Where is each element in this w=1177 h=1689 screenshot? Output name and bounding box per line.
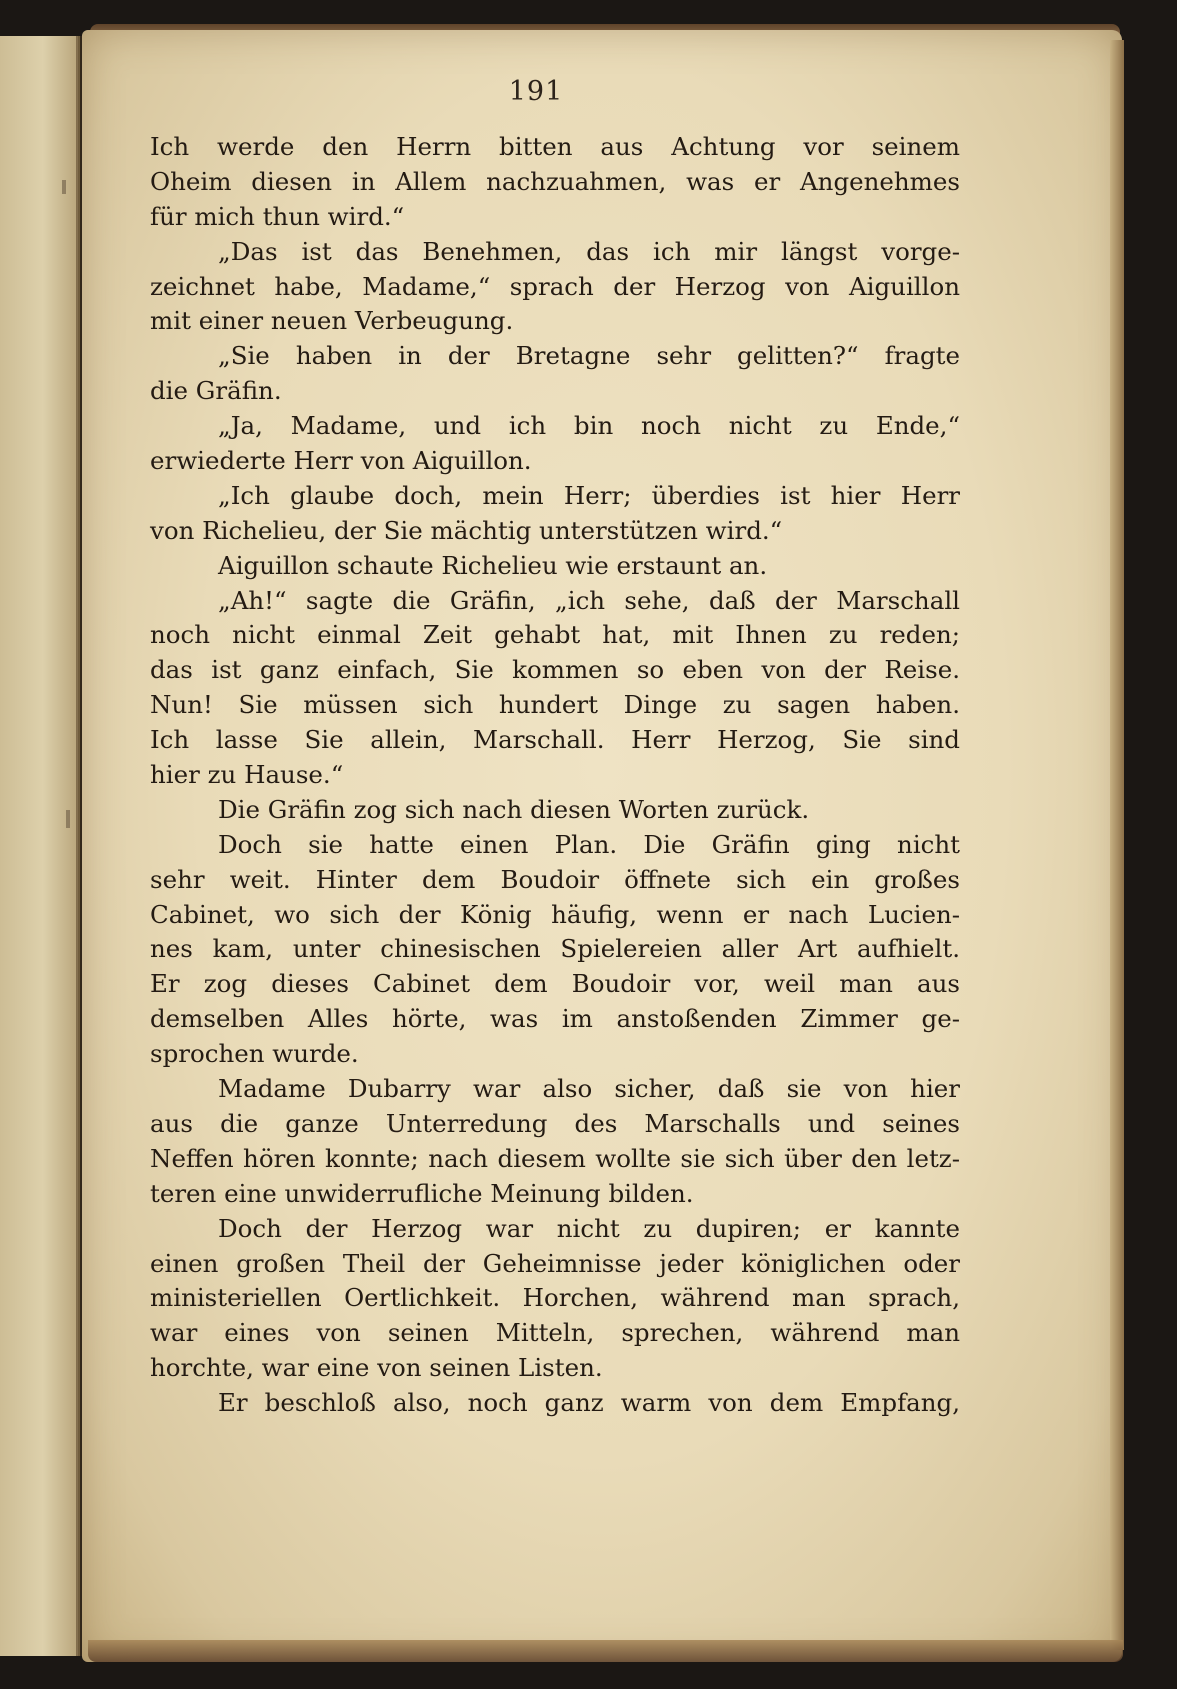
text-line: Madame Dubarry war also sicher, daß sie von hier	[218, 1074, 960, 1104]
text-line: aus die ganze Unterredung des Marschalls und seines	[150, 1108, 960, 1138]
text-line: teren eine unwiderrufliche Meinung bilden.	[150, 1178, 694, 1208]
text-line: „Sie haben in der Bretagne sehr gelitten?“ fragte	[218, 341, 960, 371]
margin-mark	[62, 180, 66, 194]
text-line: Doch der Herzog war nicht zu dupiren; er kannte	[218, 1213, 960, 1243]
text-line: Die Gräfin zog sich nach diesen Worten zurück.	[218, 794, 810, 824]
text-line: erwiederte Herr von Aiguillon.	[150, 446, 532, 476]
text-line: die Gräfin.	[150, 376, 282, 406]
text-line: war eines von seinen Mitteln, sprechen, während man	[150, 1318, 960, 1348]
text-line: Oheim diesen in Allem nachzuahmen, was er Angenehmes	[150, 166, 960, 196]
text-line: Ich werde den Herrn bitten aus Achtung vor seinem	[150, 132, 960, 161]
page-bottom-edge	[88, 1640, 1123, 1662]
text-line: nes kam, unter chinesischen Spielereien aller Art aufhielt.	[150, 934, 960, 964]
text-line: noch nicht einmal Zeit gehabt hat, mit Ihnen zu reden;	[150, 620, 960, 650]
text-line: Er beschloß also, noch ganz warm von dem Empfang,	[218, 1388, 960, 1418]
text-line: mit einer neuen Verbeugung.	[150, 306, 514, 336]
text-line: hier zu Hause.“	[150, 760, 344, 790]
text-line: horchte, war eine von seinen Listen.	[150, 1353, 603, 1383]
text-line: demselben Alles hörte, was im anstoßenden Zimmer ge-	[150, 1004, 960, 1034]
text-line: „Ich glaube doch, mein Herr; überdies ist hier Herr	[218, 480, 960, 510]
body-text	[150, 130, 960, 1421]
page-right-edge	[1110, 40, 1124, 1650]
text-line: Doch sie hatte einen Plan. Die Gräfin ging nicht	[218, 829, 960, 859]
text-line: sehr weit. Hinter dem Boudoir öffnete sich ein großes	[150, 864, 960, 894]
text-line: von Richelieu, der Sie mächtig unterstützen wird.“	[150, 515, 783, 545]
text-line: ministeriellen Oertlichkeit. Horchen, während man sprach,	[150, 1283, 960, 1313]
text-line: sprochen wurde.	[150, 1039, 359, 1069]
text-line: das ist ganz einfach, Sie kommen so eben von der Reise.	[150, 655, 960, 685]
left-page-edge	[0, 36, 80, 1656]
text-line: „Das ist das Benehmen, das ich mir längst vorge-	[218, 236, 960, 266]
text-line: Neffen hören konnte; nach diesem wollte sie sich über den letz-	[150, 1143, 960, 1173]
text-line: für mich thun wird.“	[150, 201, 405, 231]
text-line: Aiguillon schaute Richelieu wie erstaunt an.	[218, 550, 768, 580]
text-line: Nun! Sie müssen sich hundert Dinge zu sagen haben.	[150, 690, 960, 720]
text-line: „Ja, Madame, und ich bin noch nicht zu Ende,“	[218, 411, 960, 441]
text-line: Ich lasse Sie allein, Marschall. Herr Herzog, Sie sind	[150, 725, 960, 755]
text-line: Cabinet, wo sich der König häufig, wenn er nach Lucien-	[150, 899, 960, 929]
text-line: einen großen Theil der Geheimnisse jeder königlichen oder	[150, 1248, 960, 1278]
text-line: „Ah!“ sagte die Gräfin, „ich sehe, daß der Marschall	[218, 585, 960, 615]
page-number: 191	[508, 76, 564, 107]
margin-mark	[66, 810, 70, 828]
text-line: Er zog dieses Cabinet dem Boudoir vor, weil man aus	[150, 969, 960, 999]
text-line: zeichnet habe, Madame,“ sprach der Herzog von Aiguillon	[150, 271, 960, 301]
